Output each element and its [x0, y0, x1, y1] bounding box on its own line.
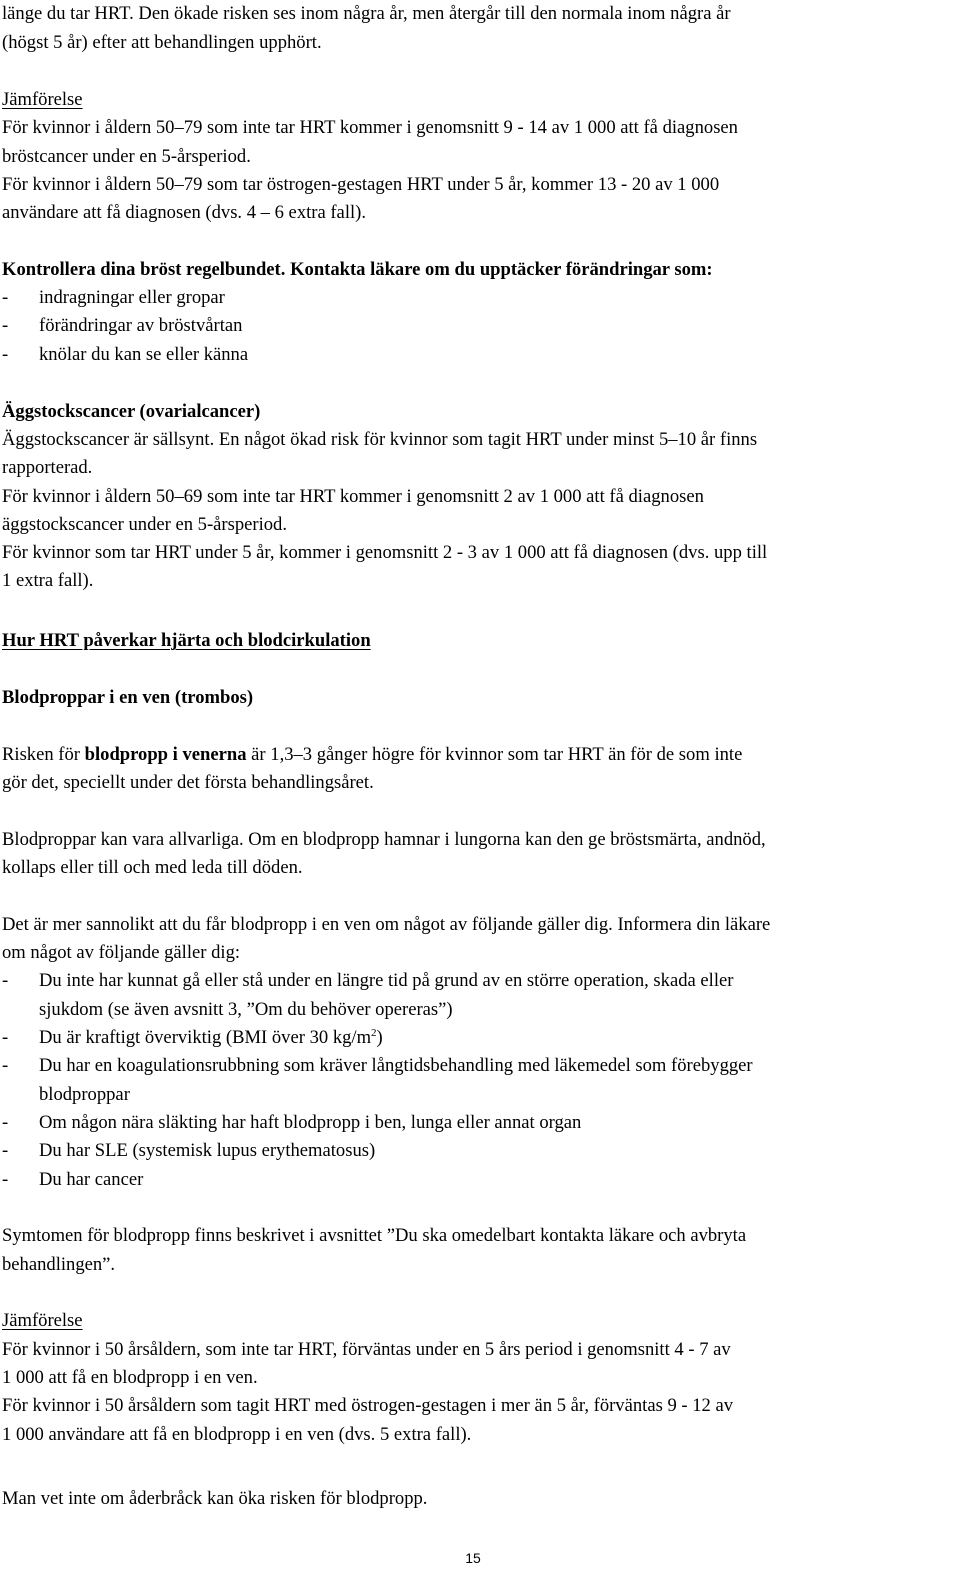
- risk-bold: blodpropp i venerna: [84, 744, 247, 765]
- ovarian-line-4: äggstockscancer under en 5-årsperiod.: [2, 514, 287, 535]
- risk-item-6: Du har cancer: [39, 1169, 144, 1190]
- list-dash: -: [2, 970, 9, 991]
- list-dash: -: [2, 1027, 9, 1048]
- risk-item-5: Du har SLE (systemisk lupus erythematosus): [39, 1140, 376, 1161]
- comparison1-p1-line1: För kvinnor i åldern 50–79 som inte tar HRT kommer i genomsnitt 9 - 14 av 1 000 att få diagnosen: [2, 117, 738, 138]
- breast-check-item-2: förändringar av bröstvårtan: [39, 315, 243, 336]
- list-dash: -: [2, 1055, 9, 1076]
- thrombosis-heading: Blodproppar i en ven (trombos): [2, 687, 254, 708]
- symptoms-line2: behandlingen”.: [2, 1254, 116, 1275]
- thrombosis-risk-line2: gör det, speciellt under det första behandlingsåret.: [2, 772, 374, 793]
- breast-check-bold-1: Kontrollera dina bröst regelbundet.: [2, 259, 286, 280]
- risk-item-1-line1: Du inte har kunnat gå eller stå under en längre tid på grund av en större operation, skada eller: [39, 970, 734, 991]
- list-dash: -: [2, 315, 9, 336]
- risk-item-3-line1: Du har en koagulationsrubbning som kräver långtidsbehandling med läkemedel som förebygger: [39, 1055, 753, 1076]
- comparison2-p1-line1: För kvinnor i 50 årsåldern, som inte tar HRT, förväntas under en 5 års period i genomsnitt 4 - 7 av: [2, 1339, 731, 1360]
- ovarian-line-2: rapporterad.: [2, 457, 93, 478]
- list-dash: -: [2, 1112, 9, 1133]
- comparison1-p1-line2: bröstcancer under en 5-årsperiod.: [2, 146, 251, 167]
- symptoms-line1: Symtomen för blodpropp finns beskrivet i avsnittet ”Du ska omedelbart kontakta läkare och avbryta: [2, 1225, 747, 1246]
- risk-item-4: Om någon nära släkting har haft blodpropp i ben, lunga eller annat organ: [39, 1112, 582, 1133]
- comparison2-p2-line2: 1 000 användare att få en blodpropp i en ven (dvs. 5 extra fall).: [2, 1424, 472, 1445]
- item2-pre: Du är kraftigt överviktig (BMI över 30 kg/m: [39, 1027, 372, 1048]
- list-dash: -: [2, 1140, 9, 1161]
- comparison2-p1-line2: 1 000 att få en blodpropp i en ven.: [2, 1367, 258, 1388]
- thrombosis-likely-line1: Det är mer sannolikt att du får blodpropp i en ven om något av följande gäller dig. Informera din läkare: [2, 914, 771, 935]
- comparison1-p2-line2: användare att få diagnosen (dvs. 4 – 6 extra fall).: [2, 202, 366, 223]
- thrombosis-risk-line1: [2, 741, 742, 769]
- varicose-note: Man vet inte om åderbråck kan öka risken för blodpropp.: [2, 1488, 428, 1509]
- heart-heading: Hur HRT påverkar hjärta och blodcirkulation: [2, 630, 371, 651]
- ovarian-heading: Äggstockscancer (ovarialcancer): [2, 401, 261, 422]
- breast-check-heading: [2, 256, 713, 284]
- list-dash: -: [2, 344, 9, 365]
- ovarian-line-3: För kvinnor i åldern 50–69 som inte tar HRT kommer i genomsnitt 2 av 1 000 att få diagnosen: [2, 486, 704, 507]
- list-dash: -: [2, 287, 9, 308]
- breast-check-bold-2: Kontakta läkare om du upptäcker förändringar som:: [290, 259, 713, 280]
- risk-item-3-line2: blodproppar: [39, 1084, 130, 1105]
- thrombosis-serious-line1: Blodproppar kan vara allvarliga. Om en blodpropp hamnar i lungorna kan den ge bröstsmärta, andnöd,: [2, 829, 766, 850]
- breast-check-item-3: knölar du kan se eller känna: [39, 344, 249, 365]
- list-dash: -: [2, 1169, 9, 1190]
- risk-post: är 1,3–3 gånger högre för kvinnor som tar HRT än för de som inte: [246, 744, 743, 765]
- comparison1-p2-line1: För kvinnor i åldern 50–79 som tar östrogen-gestagen HRT under 5 år, kommer 13 - 20 av 1 000: [2, 174, 720, 195]
- comparison2-p2-line1: För kvinnor i 50 årsåldern som tagit HRT med östrogen-gestagen i mer än 5 år, förväntas 9 - 12 av: [2, 1395, 734, 1416]
- risk-item-2: [39, 1024, 383, 1052]
- ovarian-line-6: 1 extra fall).: [2, 570, 94, 591]
- item2-post: ): [376, 1027, 383, 1048]
- intro-line-2: (högst 5 år) efter att behandlingen upphört.: [2, 32, 322, 53]
- item2-superscript: 2: [371, 1026, 377, 1039]
- risk-pre: Risken för: [2, 744, 85, 765]
- page-number: 15: [465, 1550, 481, 1566]
- risk-item-1-line2: sjukdom (se även avsnitt 3, ”Om du behöver opereras”): [39, 999, 453, 1020]
- thrombosis-serious-line2: kollaps eller till och med leda till döden.: [2, 857, 303, 878]
- comparison-heading-2: Jämförelse: [2, 1310, 83, 1331]
- breast-check-item-1: indragningar eller gropar: [39, 287, 225, 308]
- ovarian-line-5: För kvinnor som tar HRT under 5 år, kommer i genomsnitt 2 - 3 av 1 000 att få diagnosen (dvs. upp till: [2, 542, 768, 563]
- comparison-heading-1: Jämförelse: [2, 89, 83, 110]
- ovarian-line-1: Äggstockscancer är sällsynt. En något ökad risk för kvinnor som tagit HRT under minst 5–10 år finns: [2, 429, 758, 450]
- intro-line-1: länge du tar HRT. Den ökade risken ses inom några år, men återgår till den normala inom några år: [2, 3, 731, 24]
- thrombosis-likely-line2: om något av följande gäller dig:: [2, 942, 241, 963]
